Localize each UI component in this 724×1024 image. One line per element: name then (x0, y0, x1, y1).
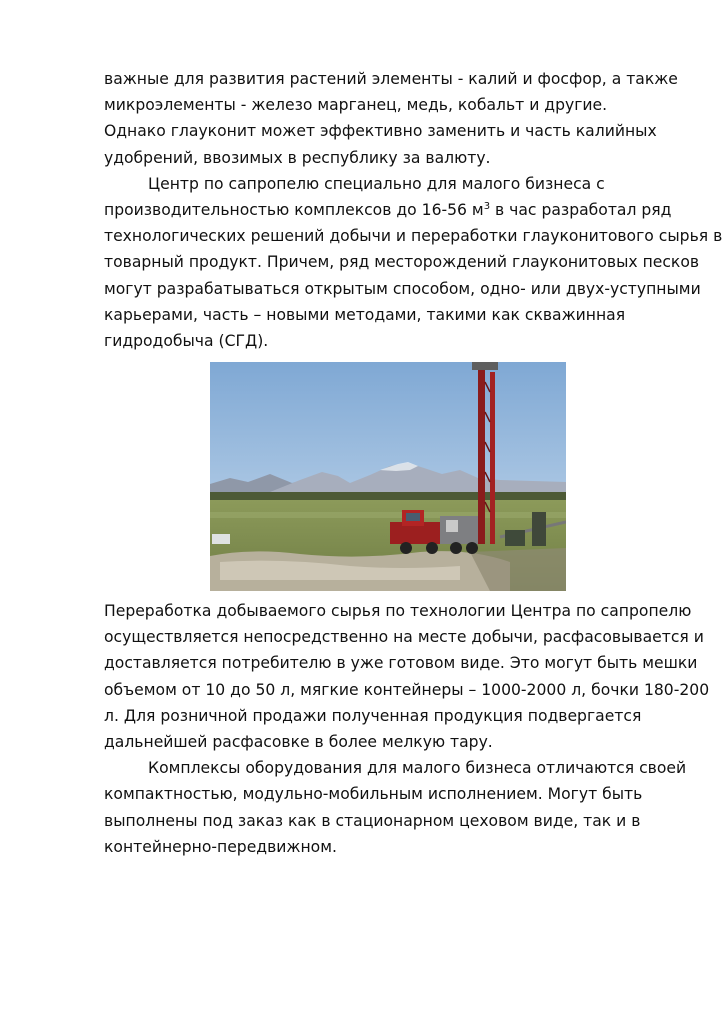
text-line: Комплексы оборудования для малого бизнеса отличаются своей (148, 759, 687, 778)
text-line: осуществляется непосредственно на месте добычи, расфасовывается и (104, 628, 704, 647)
superscript-exponent: 3 (483, 200, 491, 212)
text-line: товарный продукт. Причем, ряд месторождений глауконитовых песков (104, 253, 700, 272)
paragraph-sapropel-center (104, 171, 723, 354)
text-line: контейнерно-передвижном. (104, 837, 337, 856)
text-line: объемом от 10 до 50 л, мягкие контейнеры – 1000-2000 л, бочки 180-200 (104, 680, 710, 699)
text-line: л. Для розничной продажи полученная продукция подвергается (104, 706, 642, 725)
text-line: дальнейшей расфасовке в более мелкую тару. (104, 733, 493, 752)
text-line: технологических решений добычи и переработки глауконитового сырья в (104, 227, 723, 246)
text-line: гидродобыча (СГД). (104, 332, 269, 351)
drilling-rig-photo (210, 362, 566, 591)
paragraph-glauconite (104, 118, 684, 170)
text-fragment: производительностью комплексов до 16-56 м (104, 201, 484, 220)
text-line: компактностью, модульно-мобильным исполнением. Могут быть (104, 785, 643, 804)
text-line: важные для развития растений элементы - калий и фосфор, а также (104, 70, 678, 88)
text-line: доставляется потребителю в уже готовом виде. Это могут быть мешки (104, 654, 698, 673)
paragraph-processing (104, 598, 710, 755)
text-line: Однако глауконит может эффективно заменить и часть калийных (104, 122, 657, 141)
text-line: Центр по сапропелю специально для малого бизнеса с (148, 174, 605, 193)
truck-wheel (400, 542, 412, 554)
drill-mast (478, 366, 485, 544)
text-fragment: в час разработал ряд (490, 201, 672, 220)
paragraph-nutrients (104, 66, 684, 118)
text-block-top (104, 66, 723, 354)
parked-car (212, 534, 230, 544)
text-line: Переработка добываемого сырья по технологии Центра по сапропелю (104, 602, 692, 620)
text-block-bottom (104, 598, 710, 860)
text-line: карьерами, часть – новыми методами, такими как скважинная (104, 305, 626, 324)
text-line: могут разрабатываться открытым способом, одно- или двух-уступными (104, 279, 701, 298)
text-line-with-unit (104, 197, 684, 223)
paragraph-equipment (104, 755, 687, 860)
text-line: удобрений, ввозимых в республику за валюту. (104, 148, 491, 167)
text-line: микроэлементы - железо марганец, медь, кобальт и другие. (104, 96, 608, 115)
text-line: выполнены под заказ как в стационарном цеховом виде, так и в (104, 811, 641, 830)
